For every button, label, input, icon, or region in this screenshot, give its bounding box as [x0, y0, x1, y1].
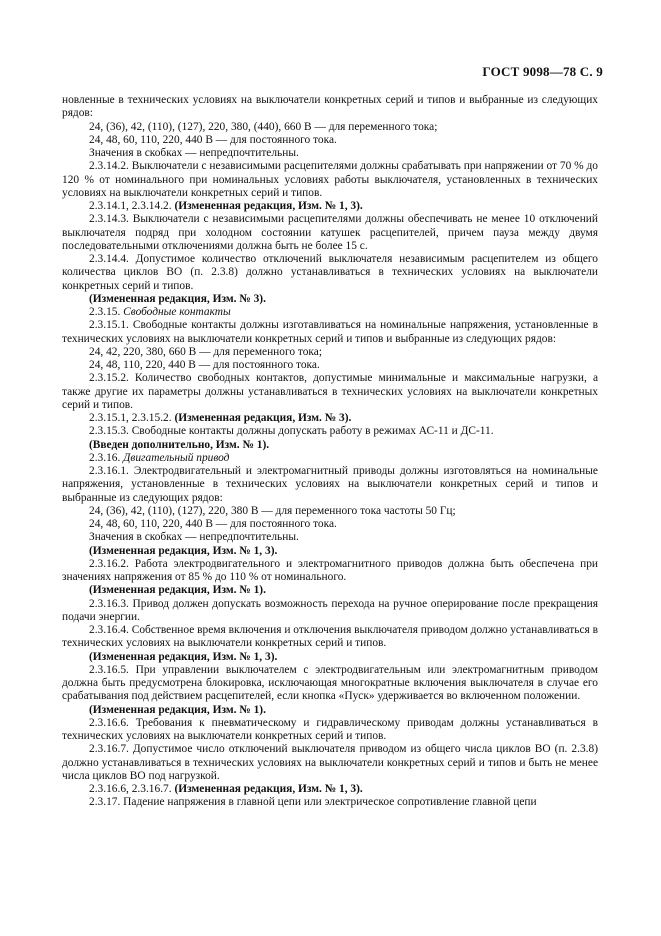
paragraph-text: Значения в скобках — непредпочтительны. [89, 531, 299, 544]
paragraph [62, 319, 598, 346]
paragraph-text: 24, 48, 60, 110, 220, 440 В — для постоянного тока. [89, 133, 337, 146]
paragraph [62, 94, 598, 121]
paragraph [62, 160, 598, 200]
paragraph [62, 465, 598, 505]
paragraph-text: 24, (36), 42, (110), (127), 220, 380, (440), 660 В — для переменного тока; [89, 120, 438, 133]
paragraph [62, 584, 598, 597]
paragraph [62, 306, 598, 319]
paragraph-text: 2.3.15.2. Количество свободных контактов, допустимые минимальные и максимальные нагрузки, а также другие их параметры должны устанавливаться в технических условиях на выключатели конкретных серий и типов. [62, 372, 598, 411]
paragraph-text: 2.3.16.7. Допустимое число отключений выключателя приводом из общего числа циклов ВО (п. 2.3.8) должно устанавливаться в технических условиях на выключатели конкретных серий и типов и быть не менее числа циклов ВО под нагрузкой. [62, 743, 598, 782]
paragraph [62, 518, 598, 531]
revision-note: (Измененная редакция, Изм. № 3). [89, 292, 266, 305]
paragraph-text: 2.3.16.3. Привод должен допускать возможность перехода на ручное оперирование после прекращения подачи энергии. [62, 597, 598, 623]
paragraph [62, 717, 598, 744]
paragraph [62, 796, 598, 809]
paragraph [62, 372, 598, 412]
paragraph [62, 213, 598, 253]
revision-note: (Измененная редакция, Изм. № 1, 3). [89, 544, 278, 557]
paragraph-text: 2.3.15.3. Свободные контакты должны допускать работу в режимах АС-11 и ДС-11. [89, 425, 494, 438]
paragraph-text: 2.3.16.1. Электродвигательный и электромагнитный приводы должны изготовляться на номинальные напряжения, установленные в технических условиях на выключатели конкретных серий и типов и выбранные из следующих рядов: [62, 465, 598, 504]
paragraph [62, 545, 598, 558]
paragraph-text: 24, 48, 110, 220, 440 В — для постоянного тока. [89, 359, 320, 371]
document-body [62, 94, 598, 810]
paragraph [62, 200, 598, 213]
paragraph-text: 2.3.14.3. Выключатели с независимыми расцепителями должны обеспечивать не менее 10 отключений выключателя подряд при холодном состоянии катушек расцепителей, причем пауза между двумя последовательными отключениями должна быть не более 15 с. [62, 213, 598, 252]
page-header: ГОСТ 9098—78 С. 9 [482, 64, 603, 79]
paragraph-text: 2.3.14.4. Допустимое количество отключений выключателя независимым расцепителем из общего количества циклов ВО (п. 2.3.8) должно устанавливаться в технических условиях на выключатели конкретных серий и типов. [62, 253, 598, 292]
paragraph [62, 452, 598, 465]
paragraph [62, 134, 598, 147]
paragraph [62, 505, 598, 518]
paragraph [62, 598, 598, 625]
paragraph [62, 412, 598, 425]
paragraph [62, 531, 598, 544]
paragraph-text: 2.3.15. [89, 306, 124, 318]
paragraph [62, 664, 598, 704]
paragraph-text: 2.3.16.6. Требования к пневматическому и гидравлическому приводам должны устанавливаться в технических условиях на выключатели конкретных серий и типов. [62, 716, 598, 742]
revision-note: (Измененная редакция, Изм. № 1, 3). [174, 200, 363, 212]
paragraph-text: 24, 42, 220, 380, 660 В — для переменного тока; [89, 345, 323, 358]
paragraph [62, 293, 598, 306]
paragraph-text: 2.3.17. Падение напряжения в главной цепи или электрическое сопротивление главной цепи [89, 796, 537, 809]
paragraph-text: 24, (36), 42, (110), (127), 220, 380 В — для переменного тока частоты 50 Гц; [89, 504, 456, 517]
paragraph-text: Значения в скобках — непредпочтительны. [89, 147, 299, 159]
paragraph [62, 121, 598, 134]
paragraph-text: 2.3.16.6, 2.3.16.7. [89, 783, 175, 795]
paragraph [62, 651, 598, 664]
paragraph-text: новленные в технических условиях на выключатели конкретных серий и типов и выбранные из следующих рядов: [62, 94, 598, 120]
paragraph [62, 147, 598, 160]
revision-note: (Измененная редакция, Изм. № 1, 3). [174, 783, 363, 795]
paragraph-text: 2.3.16.5. При управлении выключателем с электродвигательным или электромагнитным приводом должна быть предусмотрена блокировка, исключающая многократные включения выключателя в случае его срабатывания под действием расцепителей, если кнопка «Пуск» удерживается во включенном положении. [62, 663, 598, 703]
paragraph-text: 2.3.15.1. Свободные контакты должны изготавливаться на номинальные напряжения, установленные в технических условиях на выключатели конкретных серий и типов и выбранные из следующих рядов: [62, 319, 598, 345]
revision-note: (Измененная редакция, Изм. № 1). [89, 584, 266, 597]
paragraph-text: 2.3.16.4. Собственное время включения и отключения выключателя приводом должно устанавливаться в технических условиях на выключатели конкретных серий и типов. [62, 624, 598, 650]
paragraph-text: 2.3.14.1, 2.3.14.2. [89, 200, 175, 212]
paragraph-text: 2.3.16. [89, 451, 124, 464]
paragraph-text: 2.3.15.1, 2.3.15.2. [89, 412, 175, 424]
paragraph-text: 24, 48, 60, 110, 220, 440 В — для постоянного тока. [89, 518, 337, 530]
section-heading: Двигательный привод [123, 451, 230, 464]
paragraph-text: 2.3.14.2. Выключатели с независимыми расцепителями должны срабатывать при напряжении от 70 % до 120 % от номинального при номинальных условиях работы выключателя, установленных в технических условиях на выключатели конкретных серий и типов. [62, 160, 598, 199]
paragraph [62, 253, 598, 293]
paragraph [62, 704, 598, 717]
section-heading: Свободные контакты [123, 306, 231, 318]
paragraph [62, 743, 598, 783]
revision-note: (Измененная редакция, Изм. № 3). [174, 412, 352, 424]
paragraph [62, 425, 598, 438]
paragraph [62, 624, 598, 651]
paragraph [62, 346, 598, 359]
paragraph [62, 558, 598, 585]
paragraph [62, 439, 598, 452]
revision-note: (Измененная редакция, Изм. № 1, 3). [89, 650, 278, 663]
paragraph-text: 2.3.16.2. Работа электродвигательного и электромагнитного приводов должна быть обеспечена при значениях напряжения от 85 % до 110 % от номинального. [62, 557, 598, 583]
revision-note: (Введен дополнительно, Изм. № 1). [89, 438, 270, 451]
revision-note: (Измененная редакция, Изм. № 1). [89, 703, 266, 716]
paragraph [62, 783, 598, 796]
paragraph [62, 359, 598, 372]
